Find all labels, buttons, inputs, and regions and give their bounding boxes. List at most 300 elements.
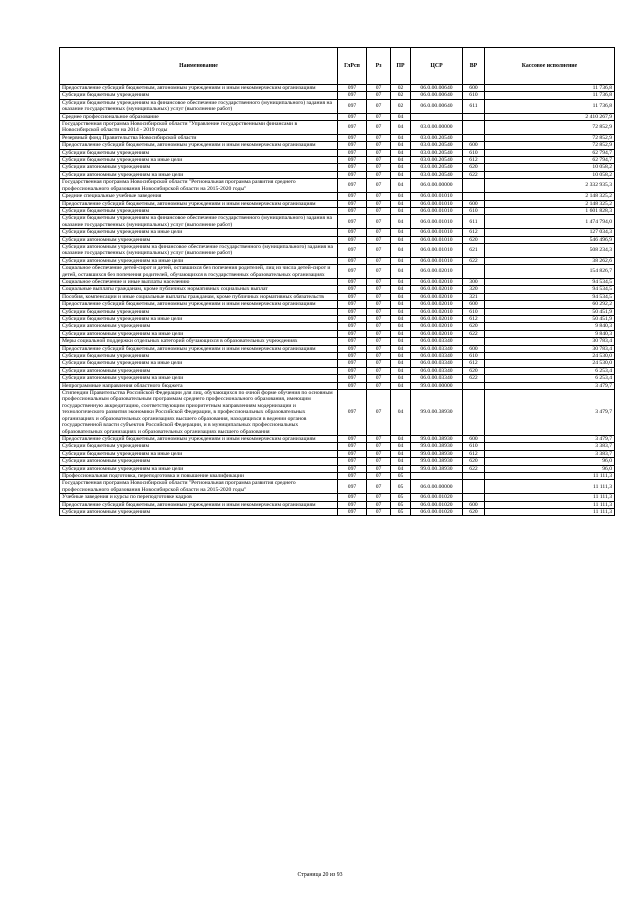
row-vr: 612 [463,157,485,164]
row-pr: 04 [391,338,411,345]
row-amount: 24 530,0 [485,360,615,367]
row-csr: 99.0.00.38930 [411,458,463,465]
row-rz: 07 [367,390,391,436]
row-pr: 04 [391,134,411,141]
row-glrsp: 097 [338,85,367,92]
row-pr: 04 [391,157,411,164]
row-pr: 04 [391,316,411,323]
row-rz: 07 [367,330,391,337]
row-csr: 06.0.00.02010 [411,278,463,285]
row-rz: 07 [367,179,391,193]
row-csr: 06.0.00.02010 [411,301,463,308]
row-amount: 3 383,7 [485,450,615,457]
table-row [60,265,615,279]
table-row [60,316,615,323]
row-name: Субсидии бюджетным учреждениям [60,207,338,214]
row-name: Субсидии бюджетным учреждениям [60,443,338,450]
row-vr: 320 [463,286,485,293]
row-rz: 07 [367,164,391,171]
row-vr [463,494,485,501]
row-name: Субсидии автономным учреждениям [60,236,338,243]
row-vr: 622 [463,257,485,264]
row-vr: 610 [463,443,485,450]
table-header-row [60,48,615,85]
row-pr: 04 [391,308,411,315]
row-vr: 622 [463,330,485,337]
col-header-csr: ЦСР [411,48,463,85]
row-rz: 07 [367,157,391,164]
row-rz: 07 [367,142,391,149]
table-row [60,193,615,200]
row-vr: 600 [463,345,485,352]
row-vr: 620 [463,458,485,465]
row-amount: 546 496,9 [485,236,615,243]
row-pr: 04 [391,375,411,382]
row-vr [463,134,485,141]
row-amount: 154 826,7 [485,265,615,279]
row-glrsp: 097 [338,236,367,243]
table-row [60,480,615,494]
row-name: Субсидии бюджетным учреждениям [60,149,338,156]
row-name: Предоставление субсидий бюджетным, автономным учреждениям и иным некоммерческим организациям [60,301,338,308]
row-vr: 300 [463,278,485,285]
row-rz: 07 [367,236,391,243]
row-pr: 04 [391,164,411,171]
row-rz: 07 [367,193,391,200]
row-csr: 03.0.00.20540 [411,134,463,141]
table-row [60,215,615,229]
row-rz: 07 [367,345,391,352]
table-row [60,390,615,436]
row-name: Субсидии бюджетным учреждениям на иные цели [60,316,338,323]
row-vr: 600 [463,435,485,442]
table-row [60,330,615,337]
row-rz: 07 [367,85,391,92]
row-vr: 321 [463,293,485,300]
row-rz: 07 [367,360,391,367]
row-pr: 04 [391,149,411,156]
row-amount: 24 530,0 [485,353,615,360]
row-vr: 620 [463,323,485,330]
table-row [60,286,615,293]
row-pr: 04 [391,382,411,389]
row-csr [411,113,463,120]
row-vr [463,121,485,135]
row-name: Субсидии бюджетным учреждениям [60,92,338,99]
row-rz: 07 [367,215,391,229]
col-header-rz: Рз [367,48,391,85]
row-rz: 07 [367,278,391,285]
row-vr: 620 [463,236,485,243]
table-row [60,99,615,113]
row-csr: 06.0.00.01020 [411,494,463,501]
row-amount: 11 111,3 [485,501,615,508]
row-csr: 06.0.00.03340 [411,353,463,360]
row-pr: 04 [391,443,411,450]
row-name: Учебные заведения и курсы по переподготовке кадров [60,494,338,501]
row-amount: 6 253,4 [485,367,615,374]
row-name: Субсидии автономным учреждениям [60,367,338,374]
row-pr: 02 [391,99,411,113]
row-rz: 07 [367,113,391,120]
row-name: Субсидии бюджетным учреждениям [60,308,338,315]
row-csr: 06.0.00.01020 [411,508,463,515]
row-glrsp: 097 [338,443,367,450]
row-name: Резервный фонд Правительства Новосибирской области [60,134,338,141]
row-amount: 11 736,8 [485,92,615,99]
row-name: Субсидии автономным учреждениям [60,508,338,515]
row-vr [463,265,485,279]
row-csr [411,472,463,479]
row-amount: 1 474 794,0 [485,215,615,229]
budget-table [59,47,615,516]
row-name: Субсидии автономным учреждениям [60,458,338,465]
row-glrsp: 097 [338,257,367,264]
row-glrsp: 097 [338,465,367,472]
row-amount: 72 852,9 [485,142,615,149]
row-amount: 2 148 325,2 [485,200,615,207]
row-pr: 04 [391,465,411,472]
row-csr: 06.0.00.00640 [411,92,463,99]
row-vr: 612 [463,229,485,236]
table-row [60,443,615,450]
row-rz: 07 [367,443,391,450]
row-glrsp: 097 [338,243,367,257]
row-name: Социальное обеспечение детей-сирот и детей, оставшихся без попечения родителей, лиц из числа детей-сирот и детей, оставшихся без попечения родителей, обучающихся в государственных образовательных организациях [60,265,338,279]
row-vr: 622 [463,465,485,472]
row-amount: 11 736,8 [485,99,615,113]
row-name: Меры социальной поддержки отдельных категорий обучающихся в образовательных учреждениях [60,338,338,345]
table-row [60,323,615,330]
row-glrsp: 097 [338,330,367,337]
row-glrsp: 097 [338,121,367,135]
row-pr: 04 [391,345,411,352]
row-pr: 04 [391,390,411,436]
row-rz: 07 [367,353,391,360]
row-vr [463,179,485,193]
row-vr: 620 [463,508,485,515]
row-pr: 05 [391,472,411,479]
row-name: Среднее профессиональное образование [60,113,338,120]
row-amount: 2 410 267,9 [485,113,615,120]
row-csr: 03.0.00.20540 [411,171,463,178]
row-name: Государственная программа Новосибирской области "Управление государственными финансами в Новосибирской области на 2014 - 2019 годы [60,121,338,135]
row-amount: 11 111,3 [485,508,615,515]
row-amount: 94 534,5 [485,293,615,300]
table-row [60,353,615,360]
row-vr: 610 [463,308,485,315]
row-name: Субсидии автономным учреждениям на иные цели [60,257,338,264]
row-vr [463,338,485,345]
row-rz: 07 [367,286,391,293]
row-amount: 60 292,2 [485,301,615,308]
table-row [60,171,615,178]
row-rz: 07 [367,229,391,236]
row-csr: 06.0.00.01010 [411,207,463,214]
row-vr: 611 [463,215,485,229]
row-pr: 05 [391,508,411,515]
row-pr: 04 [391,278,411,285]
row-name: Предоставление субсидий бюджетным, автономным учреждениям и иным некоммерческим организациям [60,501,338,508]
row-pr: 04 [391,435,411,442]
row-rz: 07 [367,472,391,479]
row-name: Субсидии бюджетным учреждениям на иные цели [60,360,338,367]
row-rz: 07 [367,382,391,389]
row-vr: 600 [463,501,485,508]
row-amount: 3 383,7 [485,443,615,450]
row-glrsp: 097 [338,99,367,113]
row-amount: 50 451,9 [485,308,615,315]
row-pr: 04 [391,330,411,337]
row-pr: 04 [391,293,411,300]
table-row [60,465,615,472]
row-pr: 04 [391,113,411,120]
row-amount: 11 111,3 [485,494,615,501]
row-glrsp: 097 [338,501,367,508]
row-amount: 3 479,7 [485,390,615,436]
table-row [60,435,615,442]
row-pr: 04 [391,229,411,236]
table-row [60,243,615,257]
row-name: Субсидии бюджетным учреждениям на финансовое обеспечение государственного (муниципального) задания на оказание государственных (муниципальных) услуг (выполнение работ) [60,215,338,229]
row-vr [463,472,485,479]
row-glrsp: 097 [338,207,367,214]
row-glrsp: 097 [338,301,367,308]
table-row [60,113,615,120]
table-row [60,164,615,171]
row-glrsp: 097 [338,113,367,120]
row-rz: 07 [367,171,391,178]
row-name: Предоставление субсидий бюджетным, автономным учреждениям и иным некоммерческим организациям [60,200,338,207]
row-amount: 11 111,3 [485,480,615,494]
row-vr [463,382,485,389]
row-csr: 03.0.00.00000 [411,121,463,135]
row-vr [463,193,485,200]
row-amount: 3 479,7 [485,435,615,442]
row-amount: 11 111,3 [485,472,615,479]
row-name: Стипендии Правительства Российской Федерации для лиц, обучающихся по очной форме обучения по основным профессиональным образовательным программам среднего профессионального образования, имеющим государственную аккредитацию, соответствующим приоритетным направлениям модернизации и технологического развития экономики Российской Федерации, в профессиональных образовательных организациях и образовательных организациях высшего образования, находящихся в ведении органов государственной власти субъектов Российской Федерации, и в муниципальных профессиональных образовательных организациях и образовательных организациях высшего образования [60,390,338,436]
row-name: Субсидии бюджетным учреждениям на иные цели [60,229,338,236]
row-vr: 622 [463,171,485,178]
row-rz: 07 [367,257,391,264]
row-rz: 07 [367,458,391,465]
row-csr: 03.0.00.20540 [411,157,463,164]
row-glrsp: 097 [338,171,367,178]
row-csr: 06.0.00.00000 [411,179,463,193]
row-name: Социальное обеспечение и иные выплаты населению [60,278,338,285]
row-glrsp: 097 [338,472,367,479]
row-vr: 622 [463,375,485,382]
table-row [60,494,615,501]
row-glrsp: 097 [338,508,367,515]
row-pr: 02 [391,85,411,92]
row-pr: 04 [391,179,411,193]
row-csr: 06.0.00.01010 [411,229,463,236]
row-rz: 07 [367,265,391,279]
row-amount: 2 148 325,2 [485,193,615,200]
table-row [60,200,615,207]
table-row [60,501,615,508]
row-name: Субсидии бюджетным учреждениям на финансовое обеспечение государственного (муниципального) задания на оказание государственных (муниципальных) услуг (выполнение работ) [60,99,338,113]
row-vr: 612 [463,450,485,457]
row-glrsp: 097 [338,293,367,300]
row-name: Государственная программа Новосибирской области "Региональная программа развития среднего профессионального образования Новосибирской области на 2015-2020 годы" [60,480,338,494]
table-row [60,149,615,156]
row-glrsp: 097 [338,450,367,457]
row-pr: 04 [391,323,411,330]
row-vr: 610 [463,92,485,99]
row-glrsp: 097 [338,382,367,389]
row-vr: 600 [463,85,485,92]
row-vr [463,480,485,494]
table-row [60,157,615,164]
row-rz: 07 [367,465,391,472]
row-glrsp: 097 [338,435,367,442]
row-amount: 9 840,3 [485,323,615,330]
table-row [60,134,615,141]
row-csr: 06.0.00.02010 [411,293,463,300]
row-csr: 06.0.00.01020 [411,501,463,508]
row-rz: 07 [367,494,391,501]
row-csr: 06.0.00.03340 [411,338,463,345]
table-row [60,308,615,315]
col-header-name: Наименование [60,48,338,85]
row-glrsp: 097 [338,200,367,207]
row-glrsp: 097 [338,278,367,285]
row-vr: 610 [463,353,485,360]
row-csr: 06.0.00.01010 [411,243,463,257]
table-row [60,278,615,285]
table-row [60,458,615,465]
col-header-cash-execution: Кассовое исполнение [485,48,615,85]
row-vr [463,113,485,120]
row-csr: 06.0.00.01010 [411,257,463,264]
row-pr: 02 [391,92,411,99]
row-name: Субсидии автономным учреждениям на иные цели [60,171,338,178]
row-vr: 610 [463,149,485,156]
row-csr: 06.0.00.02010 [411,286,463,293]
row-rz: 07 [367,367,391,374]
row-pr: 04 [391,353,411,360]
row-pr: 04 [391,142,411,149]
row-name: Предоставление субсидий бюджетным, автономным учреждениям и иным некоммерческим организациям [60,142,338,149]
row-amount: 10 058,2 [485,164,615,171]
row-amount: 10 058,2 [485,171,615,178]
row-glrsp: 097 [338,308,367,315]
row-pr: 05 [391,501,411,508]
row-csr: 99.0.00.00000 [411,382,463,389]
row-glrsp: 097 [338,458,367,465]
row-rz: 07 [367,293,391,300]
col-header-vr: ВР [463,48,485,85]
table-row [60,92,615,99]
row-csr: 06.0.00.02010 [411,330,463,337]
row-glrsp: 097 [338,149,367,156]
row-vr: 621 [463,243,485,257]
row-rz: 07 [367,316,391,323]
row-rz: 07 [367,308,391,315]
row-csr: 99.0.00.38930 [411,443,463,450]
table-row [60,382,615,389]
row-amount: 62 794,7 [485,157,615,164]
table-row [60,257,615,264]
row-rz: 07 [367,450,391,457]
row-glrsp: 097 [338,494,367,501]
row-amount: 6 253,4 [485,375,615,382]
row-csr: 06.0.00.00640 [411,99,463,113]
row-amount: 1 601 828,3 [485,207,615,214]
row-name: Средние специальные учебные заведения [60,193,338,200]
row-glrsp: 097 [338,367,367,374]
row-glrsp: 097 [338,193,367,200]
row-glrsp: 097 [338,157,367,164]
row-amount: 62 794,7 [485,149,615,156]
table-row [60,142,615,149]
row-vr: 600 [463,200,485,207]
row-rz: 07 [367,480,391,494]
row-name: Государственная программа Новосибирской области "Региональная программа развития среднего профессионального образования Новосибирской области на 2015-2020 годы" [60,179,338,193]
row-csr: 06.0.00.03340 [411,345,463,352]
row-glrsp: 097 [338,338,367,345]
row-name: Пособия, компенсации и иные социальные выплаты гражданам, кроме публичных нормативных обязательств [60,293,338,300]
row-amount: 50 451,9 [485,316,615,323]
table-row [60,375,615,382]
row-glrsp: 097 [338,360,367,367]
row-csr: 99.0.00.38930 [411,390,463,436]
row-name: Субсидии бюджетным учреждениям на иные цели [60,450,338,457]
row-rz: 07 [367,200,391,207]
row-glrsp: 097 [338,229,367,236]
row-vr [463,390,485,436]
row-pr: 04 [391,286,411,293]
row-glrsp: 097 [338,286,367,293]
row-name: Профессиональная подготовка, переподготовка и повышение квалификации [60,472,338,479]
row-vr: 600 [463,142,485,149]
row-amount: 30 783,4 [485,345,615,352]
row-name: Субсидии автономным учреждениям на иные цели [60,330,338,337]
row-vr: 612 [463,316,485,323]
table-row [60,207,615,214]
row-name: Субсидии бюджетным учреждениям [60,353,338,360]
row-glrsp: 097 [338,390,367,436]
row-pr: 05 [391,480,411,494]
row-csr: 03.0.00.20540 [411,142,463,149]
row-amount: 72 852,9 [485,121,615,135]
row-csr: 06.0.00.00640 [411,85,463,92]
row-name: Субсидии автономным учреждениям [60,323,338,330]
row-name: Субсидии бюджетным учреждениям на иные цели [60,157,338,164]
row-csr: 03.0.00.20540 [411,149,463,156]
row-amount: 3 479,7 [485,382,615,389]
row-csr: 06.0.00.02010 [411,316,463,323]
row-amount: 96,0 [485,465,615,472]
row-csr: 99.0.00.38930 [411,435,463,442]
table-row [60,301,615,308]
table-body [60,85,615,516]
row-vr: 611 [463,99,485,113]
row-glrsp: 097 [338,215,367,229]
row-glrsp: 097 [338,134,367,141]
table-row [60,367,615,374]
row-name: Субсидии автономным учреждениям на иные цели [60,465,338,472]
row-pr: 04 [391,215,411,229]
table-row [60,229,615,236]
row-csr: 06.0.00.01010 [411,193,463,200]
row-vr: 620 [463,164,485,171]
row-glrsp: 097 [338,375,367,382]
row-csr: 06.0.00.01010 [411,236,463,243]
row-glrsp: 097 [338,353,367,360]
